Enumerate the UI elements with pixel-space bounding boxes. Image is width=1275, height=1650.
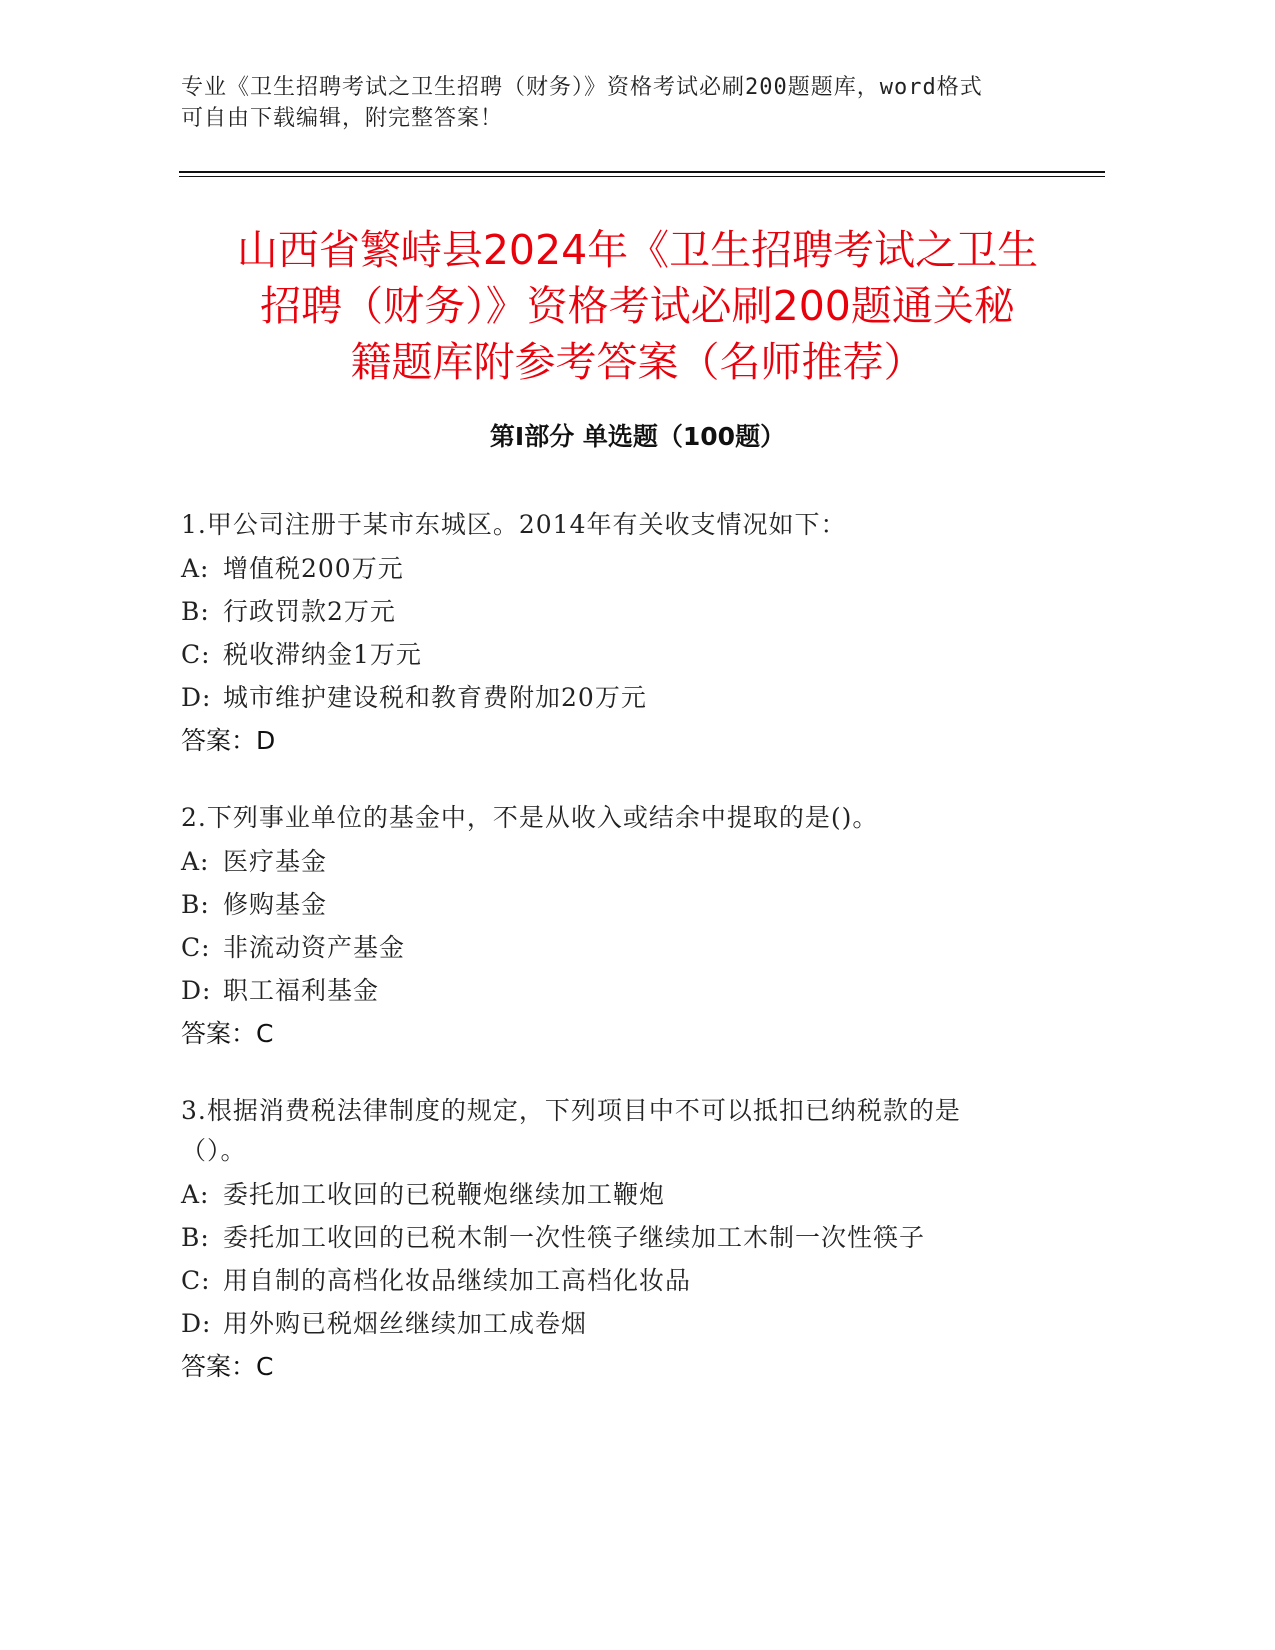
option-c — [181, 926, 1061, 969]
option-text: 行政罚款2万元 — [223, 597, 396, 626]
option-b — [181, 1216, 1061, 1259]
option-d — [181, 1302, 1061, 1345]
option-letter: B: — [181, 597, 210, 626]
question-stem — [181, 1091, 1061, 1171]
document-title-line-2: 招聘（财务）》资格考试必刷200题通关秘 — [260, 282, 1015, 330]
option-letter: B: — [181, 890, 210, 919]
question-stem-line: 2.下列事业单位的基金中，不是从收入或结余中提取的是()。 — [181, 803, 879, 832]
option-d — [181, 969, 1061, 1012]
option-text: 委托加工收回的已税木制一次性筷子继续加工木制一次性筷子 — [223, 1223, 926, 1252]
option-text: 城市维护建设税和教育费附加20万元 — [223, 683, 647, 712]
question-list — [181, 505, 1061, 1424]
header-divider-thin — [179, 176, 1105, 177]
option-c — [181, 633, 1061, 676]
option-letter: D: — [181, 1309, 212, 1338]
question-2 — [181, 798, 1061, 1055]
question-stem-line: 3.根据消费税法律制度的规定，下列项目中不可以抵扣已纳税款的是 — [181, 1096, 961, 1125]
option-text: 修购基金 — [223, 890, 328, 919]
answer: 答案：C — [181, 1019, 274, 1048]
option-text: 税收滞纳金1万元 — [223, 640, 422, 669]
option-letter: C: — [181, 933, 211, 962]
option-letter: A: — [181, 1180, 210, 1209]
question-stem — [181, 505, 1061, 545]
question-stem-line: （）。 — [181, 1136, 247, 1165]
option-text: 增值税200万元 — [223, 554, 404, 583]
header-note-line-2: 可自由下载编辑，附完整答案！ — [181, 106, 504, 131]
option-text: 委托加工收回的已税鞭炮继续加工鞭炮 — [223, 1180, 666, 1209]
option-letter: D: — [181, 683, 212, 712]
option-a — [181, 547, 1061, 590]
option-a — [181, 840, 1061, 883]
question-stem — [181, 798, 1061, 838]
option-text: 用外购已税烟丝继续加工成卷烟 — [223, 1309, 588, 1338]
section-title: 第I部分 单选题（100题） — [489, 422, 786, 451]
option-letter: A: — [181, 554, 210, 583]
option-letter: C: — [181, 640, 211, 669]
header-note-line-1: 专业《卫生招聘考试之卫生招聘（财务）》资格考试必刷200题题库，word格式 — [181, 75, 983, 100]
header-divider-thick — [179, 171, 1105, 173]
option-letter: C: — [181, 1266, 211, 1295]
option-text: 职工福利基金 — [223, 976, 380, 1005]
option-text: 医疗基金 — [223, 847, 328, 876]
document-title — [160, 222, 1115, 390]
option-d — [181, 676, 1061, 719]
question-3 — [181, 1091, 1061, 1388]
option-text: 非流动资产基金 — [223, 933, 406, 962]
document-title-line-1: 山西省繁峙县2024年《卫生招聘考试之卫生 — [236, 226, 1039, 274]
option-text: 用自制的高档化妆品继续加工高档化妆品 — [223, 1266, 692, 1295]
question-stem-line: 1.甲公司注册于某市东城区。2014年有关收支情况如下： — [181, 510, 847, 539]
option-letter: B: — [181, 1223, 210, 1252]
header-note — [181, 72, 1051, 134]
question-1 — [181, 505, 1061, 762]
option-b — [181, 590, 1061, 633]
answer: 答案：C — [181, 1352, 274, 1381]
option-letter: D: — [181, 976, 212, 1005]
document-title-line-3: 籍题库附参考答案（名师推荐） — [350, 338, 925, 386]
option-c — [181, 1259, 1061, 1302]
option-a — [181, 1173, 1061, 1216]
answer: 答案：D — [181, 726, 276, 755]
option-b — [181, 883, 1061, 926]
option-letter: A: — [181, 847, 210, 876]
